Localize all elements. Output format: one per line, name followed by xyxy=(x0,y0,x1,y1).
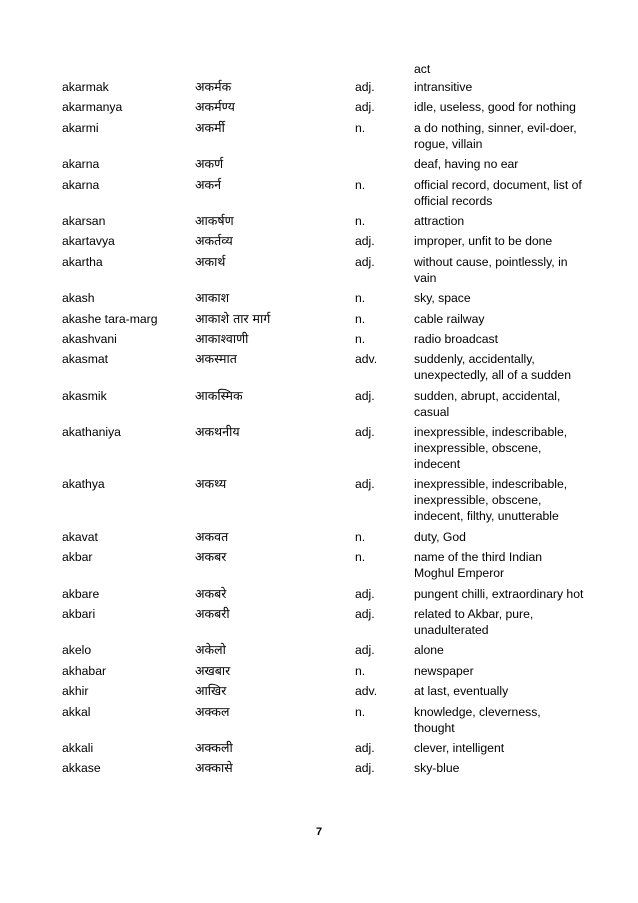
devanagari-word: आकर्षण xyxy=(195,212,234,228)
meaning: clever, intelligent xyxy=(414,740,505,755)
headword: akartha xyxy=(62,254,103,269)
dictionary-entry xyxy=(0,99,638,115)
part-of-speech: n. xyxy=(355,311,366,326)
headword: akarsan xyxy=(62,213,106,228)
devanagari-word: अकार्थ xyxy=(195,253,226,269)
dictionary-entry xyxy=(0,213,638,229)
devanagari-word: अखबार xyxy=(195,662,231,678)
dictionary-entry xyxy=(0,704,638,736)
meaning: a do nothing, sinner, evil-doer, rogue, villain xyxy=(414,120,577,151)
meaning: radio broadcast xyxy=(414,331,499,346)
headword: akarmanya xyxy=(62,100,123,115)
part-of-speech: n. xyxy=(355,331,366,346)
devanagari-word: अकर्मक xyxy=(195,79,232,94)
meaning: inexpressible, indescribable, inexpressible, obscene, indecent xyxy=(414,425,568,472)
headword: akathaniya xyxy=(62,425,121,440)
dictionary-entry xyxy=(0,120,638,152)
part-of-speech: adj. xyxy=(355,388,375,403)
page-number: 7 xyxy=(315,826,323,838)
dictionary-entry xyxy=(0,606,638,638)
meaning: alone xyxy=(414,643,444,658)
part-of-speech: n. xyxy=(355,663,366,678)
continued-meaning: act xyxy=(414,62,431,76)
part-of-speech: adj. xyxy=(355,80,375,94)
headword: akasmat xyxy=(62,352,109,367)
meaning: newspaper xyxy=(414,663,474,678)
devanagari-word: अकर्तव्य xyxy=(195,233,233,249)
dictionary-entry xyxy=(0,290,638,306)
part-of-speech: n. xyxy=(355,291,366,306)
part-of-speech: adv. xyxy=(355,684,378,699)
part-of-speech: adj. xyxy=(355,643,375,658)
headword: akarna xyxy=(62,177,100,192)
meaning: duty, God xyxy=(414,529,466,544)
devanagari-word: अकर्ण xyxy=(195,156,224,172)
part-of-speech: n. xyxy=(355,120,366,135)
dictionary-entry xyxy=(0,79,638,95)
devanagari-word: अकवत xyxy=(195,528,229,544)
headword: akash xyxy=(62,291,95,306)
dictionary-entry xyxy=(0,529,638,545)
devanagari-word: अकबर xyxy=(195,549,227,565)
headword: akarmi xyxy=(62,120,99,135)
part-of-speech: adj. xyxy=(355,477,375,492)
dictionary-entry xyxy=(0,586,638,602)
part-of-speech: adj. xyxy=(355,100,375,115)
devanagari-word: अकथ्य xyxy=(195,476,227,492)
dictionary-entry xyxy=(0,388,638,420)
headword: akbare xyxy=(62,586,100,601)
dictionary-entry xyxy=(0,760,638,776)
devanagari-word: अक्कल xyxy=(195,703,230,719)
devanagari-word: अकबरे xyxy=(195,585,227,601)
dictionary-entry xyxy=(0,740,638,756)
headword: akarna xyxy=(62,157,100,172)
part-of-speech: adj. xyxy=(355,586,375,601)
headword: akarmak xyxy=(62,80,109,94)
devanagari-word: अकेलो xyxy=(195,642,226,658)
meaning: related to Akbar, pure, unadulterated xyxy=(414,607,534,638)
part-of-speech: adj. xyxy=(355,254,375,269)
headword: akartavya xyxy=(62,234,115,249)
meaning: at last, eventually xyxy=(414,684,509,699)
dictionary-entry xyxy=(0,331,638,347)
meaning: without cause, pointlessly, in vain xyxy=(414,254,568,285)
part-of-speech: adj. xyxy=(355,740,375,755)
dictionary-entry xyxy=(0,663,638,679)
meaning: official record, document, list of official records xyxy=(414,177,582,208)
meaning: sky-blue xyxy=(414,761,460,776)
headword: akashvani xyxy=(62,331,117,346)
meaning: suddenly, accidentally, unexpectedly, all of a sudden xyxy=(414,352,571,383)
devanagari-word: अक्कासे xyxy=(195,760,233,776)
devanagari-word: अक्कली xyxy=(195,739,233,755)
headword: akelo xyxy=(62,643,92,658)
dictionary-entry xyxy=(0,549,638,581)
devanagari-word: आकाश्वाणी xyxy=(195,330,249,346)
dictionary-entry xyxy=(0,177,638,209)
meaning: deaf, having no ear xyxy=(414,157,519,172)
part-of-speech: n. xyxy=(355,213,366,228)
headword: akavat xyxy=(62,529,98,544)
part-of-speech: n. xyxy=(355,704,366,719)
headword: akkal xyxy=(62,704,91,719)
part-of-speech: adv. xyxy=(355,352,378,367)
headword: akashe tara-marg xyxy=(62,311,158,326)
headword: akbari xyxy=(62,607,96,622)
dictionary-entry xyxy=(0,311,638,327)
devanagari-word: अकर्मण्य xyxy=(195,99,235,115)
headword: akasmik xyxy=(62,388,107,403)
meaning: idle, useless, good for nothing xyxy=(414,100,576,115)
headword: akkase xyxy=(62,761,101,776)
part-of-speech: adj. xyxy=(355,234,375,249)
headword: akbar xyxy=(62,550,93,565)
part-of-speech: n. xyxy=(355,529,366,544)
meaning: sudden, abrupt, accidental, casual xyxy=(414,388,561,419)
headword: akhabar xyxy=(62,663,107,678)
headword: akkali xyxy=(62,740,94,755)
dictionary-entry xyxy=(0,642,638,658)
meaning: pungent chilli, extraordinary hot xyxy=(414,586,584,601)
part-of-speech: adj. xyxy=(355,607,375,622)
meaning: inexpressible, indescribable, inexpressible, obscene, indecent, filthy, unutterable xyxy=(414,477,568,524)
dictionary-entry xyxy=(0,683,638,699)
dictionary-entry xyxy=(0,424,638,472)
part-of-speech: n. xyxy=(355,550,366,565)
meaning: cable railway xyxy=(414,311,485,326)
devanagari-word: अकबरी xyxy=(195,606,230,622)
meaning: sky, space xyxy=(414,291,471,306)
devanagari-word: आकस्मिक xyxy=(195,387,243,403)
meaning: intransitive xyxy=(414,80,473,94)
meaning: attraction xyxy=(414,213,465,228)
meaning: knowledge, cleverness, thought xyxy=(414,704,541,735)
dictionary-entry xyxy=(0,254,638,286)
devanagari-word: अकर्मी xyxy=(195,119,225,135)
dictionary-entry xyxy=(0,233,638,249)
devanagari-word: आकाश xyxy=(195,290,230,306)
part-of-speech: n. xyxy=(355,177,366,192)
meaning: name of the third Indian Moghul Emperor xyxy=(414,550,543,581)
devanagari-word: अकथनीय xyxy=(195,424,240,440)
devanagari-word: अकस्मात xyxy=(195,351,237,367)
headword: akhir xyxy=(62,684,89,699)
devanagari-word: अकर्न xyxy=(195,176,222,192)
dictionary-entry xyxy=(0,351,638,383)
devanagari-word: आखिर xyxy=(195,683,227,699)
dictionary-entry xyxy=(0,156,638,172)
entry-list xyxy=(0,79,638,781)
part-of-speech: adj. xyxy=(355,425,375,440)
headword: akathya xyxy=(62,477,105,492)
devanagari-word: आकाशे तार मार्ग xyxy=(195,310,271,326)
dictionary-entry xyxy=(0,476,638,524)
meaning: improper, unfit to be done xyxy=(414,234,553,249)
part-of-speech: adj. xyxy=(355,761,375,776)
